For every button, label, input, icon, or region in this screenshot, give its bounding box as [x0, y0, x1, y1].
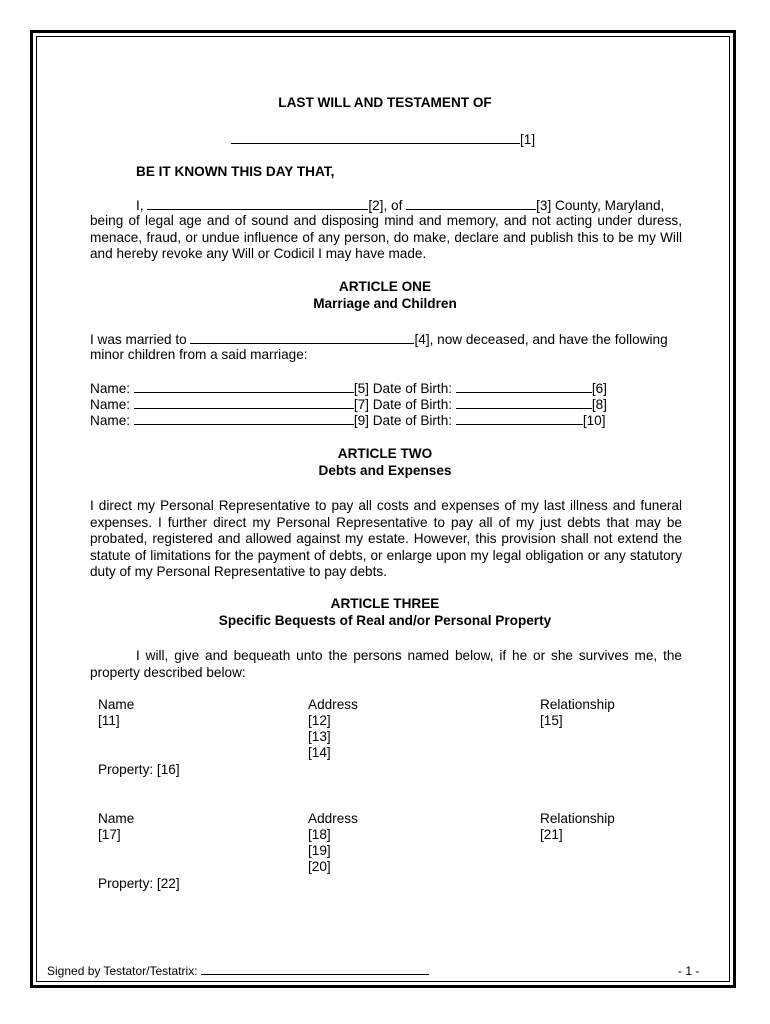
child-name-label: Name: [90, 413, 131, 428]
col-relationship-header: Relationship [540, 697, 615, 712]
bequest-name[interactable]: [11] [98, 713, 120, 728]
testator-blank[interactable] [147, 197, 368, 210]
bequest-relationship[interactable]: [15] [540, 713, 563, 728]
debts-paragraph: I direct my Personal Representative to pay all costs and expenses of my last illness and funeral expenses. I further direct my Personal Representative to pay all of my just debts that may be probated, registered and allowed against my estate. However, this provision shall not extend the statute of limitations for the payment of debts, or enlarge upon my legal obligation or any statutory duty of my Personal Representative to pay debts. [90, 498, 682, 579]
child-name-marker: [9] Date of Birth: [353, 413, 453, 428]
bequest-address-line[interactable]: [14] [308, 745, 331, 760]
testator-name-line[interactable] [231, 131, 535, 149]
intro-i: I, [136, 198, 144, 213]
document-title: LAST WILL AND TESTAMENT OF [278, 95, 492, 110]
article-one-heading: ARTICLE ONE [338, 279, 432, 294]
child-row [90, 396, 607, 414]
bequest-address-line[interactable]: [19] [308, 843, 331, 858]
marker-4: [4], now deceased, and have the following [414, 332, 668, 347]
signature-blank[interactable] [201, 963, 429, 975]
signed-label: Signed by Testator/Testatrix: [47, 964, 198, 978]
child-name-marker: [7] Date of Birth: [353, 397, 453, 412]
article-two-subheading: Debts and Expenses [318, 463, 452, 478]
child-name-marker: [5] Date of Birth: [353, 381, 453, 396]
bequest-property[interactable]: Property: [22] [98, 876, 180, 891]
child-name-label: Name: [90, 381, 131, 396]
known-heading: BE IT KNOWN THIS DAY THAT, [136, 164, 335, 179]
col-address-header: Address [308, 811, 358, 826]
col-name-header: Name [98, 697, 135, 712]
bequest-address-line[interactable]: [18] [308, 827, 331, 842]
child-name-blank[interactable] [134, 412, 354, 425]
intro-first-line [136, 197, 664, 215]
marker-2: [2], of [368, 198, 403, 213]
article-three-heading: ARTICLE THREE [330, 596, 440, 611]
child-dob-blank[interactable] [456, 412, 583, 425]
child-row [90, 380, 607, 398]
col-address-header: Address [308, 697, 358, 712]
child-dob-marker: [6] [591, 381, 607, 396]
child-row [90, 412, 606, 430]
bequest-name[interactable]: [17] [98, 827, 121, 842]
minor-children-line: minor children from a said marriage: [90, 347, 308, 362]
child-dob-blank[interactable] [456, 380, 592, 393]
page-number: - 1 - [678, 964, 700, 978]
child-name-blank[interactable] [134, 396, 354, 409]
article-two-heading: ARTICLE TWO [337, 446, 433, 461]
article-one-subheading: Marriage and Children [313, 296, 457, 311]
col-name-header: Name [98, 811, 135, 826]
child-name-label: Name: [90, 397, 131, 412]
intro-paragraph: being of legal age and of sound and disposing mind and memory, and not acting under duress, menace, fraud, or undue influence of any person, do make, declare and publish this to be my Will and hereby revoke any Will or Codicil I may have made. [90, 213, 682, 261]
married-to-label: I was married to [90, 332, 187, 347]
bequest-property[interactable]: Property: [16] [98, 762, 180, 777]
bequest-address-line[interactable]: [12] [308, 713, 331, 728]
child-name-blank[interactable] [134, 380, 354, 393]
child-dob-marker: [8] [591, 397, 607, 412]
testator-name-blank[interactable] [231, 131, 520, 144]
child-dob-blank[interactable] [456, 396, 592, 409]
spouse-blank[interactable] [190, 331, 414, 344]
bequest-address-line[interactable]: [20] [308, 859, 331, 874]
child-dob-marker: [10] [582, 413, 606, 428]
bequest-relationship[interactable]: [21] [540, 827, 563, 842]
col-relationship-header: Relationship [540, 811, 615, 826]
county-blank[interactable] [406, 197, 536, 210]
bequest-paragraph: I will, give and bequeath unto the persons named below, if he or she survives me, the property described below: [90, 648, 682, 680]
bequest-address-line[interactable]: [13] [308, 729, 331, 744]
married-line [90, 331, 668, 349]
marker-3: [3] County, Maryland, [536, 198, 665, 213]
blank-marker: [1] [520, 132, 536, 147]
article-three-subheading: Specific Bequests of Real and/or Personal Property [218, 613, 552, 628]
signature-line [47, 963, 429, 980]
